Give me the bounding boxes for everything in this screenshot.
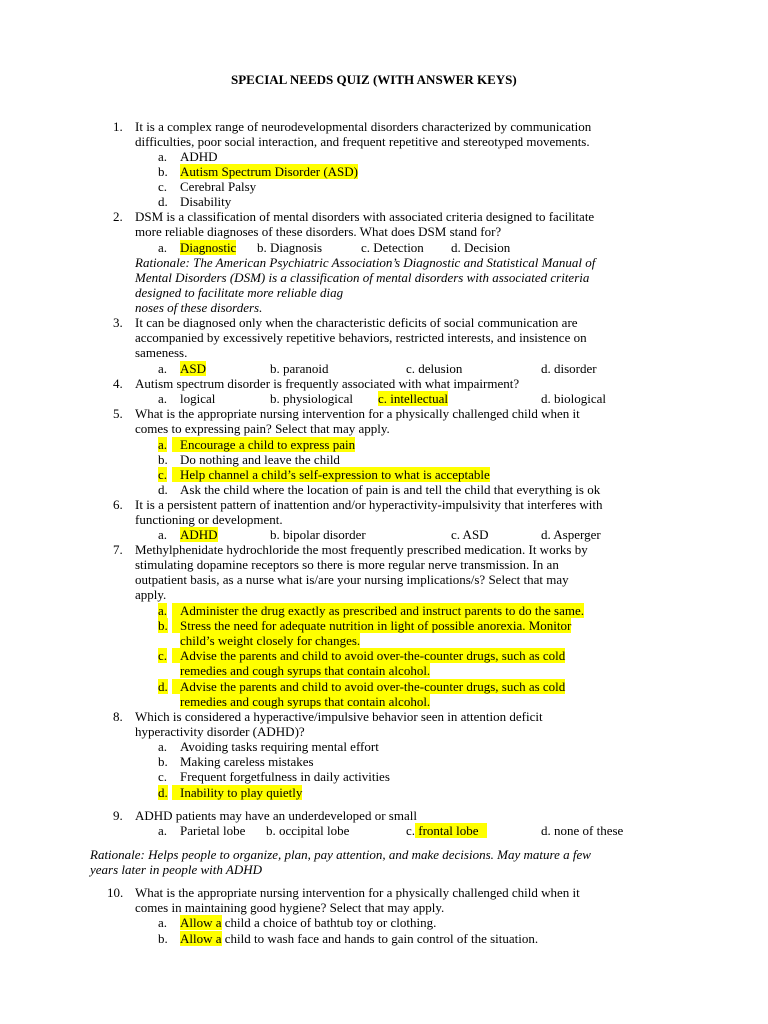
- question-text: outpatient basis, as a nurse what is/are your nursing implications/s? Select that may: [135, 572, 569, 587]
- option-letter: b.: [158, 931, 168, 946]
- question-number: 6.: [113, 497, 123, 512]
- option-letter: a.: [158, 527, 168, 542]
- option-text: Do nothing and leave the child: [180, 452, 340, 467]
- option-letter: a.: [158, 361, 168, 376]
- correct-answer: remedies and cough syrups that contain alcohol.: [180, 694, 431, 709]
- question-text: apply.: [135, 587, 167, 602]
- option-letter: c.: [158, 769, 168, 784]
- option-letter: d.: [158, 679, 168, 694]
- page-title: SPECIAL NEEDS QUIZ (WITH ANSWER KEYS): [231, 72, 517, 87]
- question-text: difficulties, poor social interaction, and frequent repetitive and stereotyped movements.: [135, 134, 590, 149]
- option-letter: a.: [158, 149, 168, 164]
- rationale: noses of these disorders.: [135, 300, 263, 315]
- question-text: accompanied by excessively repetitive behaviors, restricted interests, and insistence on: [135, 330, 587, 345]
- option-text: Avoiding tasks requiring mental effort: [180, 739, 379, 754]
- option-text: c. ASD: [451, 527, 489, 542]
- question-text: Autism spectrum disorder is frequently associated with what impairment?: [135, 376, 520, 391]
- option-letter: b.: [158, 754, 168, 769]
- option-text: d. biological: [541, 391, 606, 406]
- option-text: Parietal lobe: [180, 823, 246, 838]
- correct-answer: Help channel a child’s self-expression to what is acceptable: [172, 467, 490, 482]
- option-text: [180, 931, 538, 946]
- rationale: Rationale: Helps people to organize, plan, pay attention, and make decisions. May mature a few: [90, 847, 591, 862]
- option-letter: a.: [158, 603, 168, 618]
- question-text: comes to expressing pain? Select that may apply.: [135, 421, 390, 436]
- rationale: designed to facilitate more reliable diag: [135, 285, 344, 300]
- question-text: What is the appropriate nursing intervention for a physically challenged child when it: [135, 885, 580, 900]
- question-number: 2.: [113, 209, 123, 224]
- correct-answer: ASD: [180, 361, 207, 376]
- question-number: 3.: [113, 315, 123, 330]
- question-text: sameness.: [135, 345, 188, 360]
- question-number: 1.: [113, 119, 123, 134]
- correct-answer-highlight: Allow a: [180, 915, 222, 930]
- option-letter: a.: [158, 915, 168, 930]
- correct-answer: Advise the parents and child to avoid over-the-counter drugs, such as cold: [172, 648, 565, 663]
- option-text: Making careless mistakes: [180, 754, 314, 769]
- question-text: It is a persistent pattern of inattention and/or hyperactivity-impulsivity that interferes with: [135, 497, 603, 512]
- option-text: b. Diagnosis: [257, 240, 322, 255]
- question-text: functioning or development.: [135, 512, 283, 527]
- question-text: Which is considered a hyperactive/impulsive behavior seen in attention deficit: [135, 709, 543, 724]
- question-text: It is a complex range of neurodevelopmental disorders characterized by communication: [135, 119, 592, 134]
- option-text-rest: child a choice of bathtub toy or clothing.: [221, 915, 437, 930]
- rationale: Rationale: The American Psychiatric Association’s Diagnostic and Statistical Manual of: [135, 255, 596, 270]
- option-text: Disability: [180, 194, 232, 209]
- correct-answer: Advise the parents and child to avoid over-the-counter drugs, such as cold: [172, 679, 565, 694]
- option-text: d. Asperger: [541, 527, 601, 542]
- question-text: comes in maintaining good hygiene? Select that may apply.: [135, 900, 445, 915]
- option-text: ADHD: [180, 149, 218, 164]
- question-number: 9.: [113, 808, 123, 823]
- option-text: b. physiological: [270, 391, 354, 406]
- correct-answer: Encourage a child to express pain: [172, 437, 355, 452]
- rationale: Mental Disorders (DSM) is a classification of mental disorders with associated criteria: [135, 270, 590, 285]
- option-text: d. Decision: [451, 240, 511, 255]
- option-letter: c.: [158, 467, 168, 482]
- option-letter: c.: [406, 823, 416, 838]
- option-text: Cerebral Palsy: [180, 179, 257, 194]
- option-letter: a.: [158, 437, 168, 452]
- correct-answer: Administer the drug exactly as prescribed and instruct parents to do the same.: [172, 603, 584, 618]
- option-text: b. bipolar disorder: [270, 527, 366, 542]
- option-letter: d.: [158, 194, 168, 209]
- option-text: d. disorder: [541, 361, 597, 376]
- option-text: Ask the child where the location of pain is and tell the child that everything is ok: [180, 482, 601, 497]
- correct-answer: Autism Spectrum Disorder (ASD): [180, 164, 359, 179]
- option-text: c. delusion: [406, 361, 463, 376]
- option-letter: a.: [158, 739, 168, 754]
- question-number: 4.: [113, 376, 123, 391]
- question-text: more reliable diagnoses of these disorders. What does DSM stand for?: [135, 224, 502, 239]
- question-text: What is the appropriate nursing intervention for a physically challenged child when it: [135, 406, 580, 421]
- question-number: 5.: [113, 406, 123, 421]
- question-text: DSM is a classification of mental disorders with associated criteria designed to facilitate: [135, 209, 595, 224]
- question-text: It can be diagnosed only when the characteristic deficits of social communication are: [135, 315, 578, 330]
- option-letter: d.: [158, 785, 168, 800]
- correct-answer: frontal lobe: [415, 823, 487, 838]
- correct-answer: Inability to play quietly: [172, 785, 302, 800]
- option-letter: c.: [158, 648, 168, 663]
- correct-answer: c. intellectual: [378, 391, 449, 406]
- question-text: stimulating dopamine receptors so there is more regular nerve transmission. In an: [135, 557, 559, 572]
- question-number: 10.: [107, 885, 124, 900]
- option-text: d. none of these: [541, 823, 624, 838]
- question-text: Methylphenidate hydrochloride the most frequently prescribed medication. It works by: [135, 542, 588, 557]
- option-letter: b.: [158, 618, 168, 633]
- option-text: [180, 915, 436, 930]
- correct-answer: remedies and cough syrups that contain alcohol.: [180, 663, 431, 678]
- option-letter: b.: [158, 164, 168, 179]
- option-letter: b.: [158, 452, 168, 467]
- correct-answer-highlight: Allow a: [180, 931, 222, 946]
- question-text: ADHD patients may have an underdeveloped or small: [135, 808, 417, 823]
- option-letter: c.: [158, 179, 168, 194]
- correct-answer: child’s weight closely for changes.: [180, 633, 361, 648]
- option-text: logical: [180, 391, 216, 406]
- correct-answer: ADHD: [180, 527, 218, 542]
- option-letter: d.: [158, 482, 168, 497]
- rationale: years later in people with ADHD: [90, 862, 262, 877]
- option-text: b. occipital lobe: [266, 823, 350, 838]
- correct-answer: Stress the need for adequate nutrition in light of possible anorexia. Monitor: [172, 618, 571, 633]
- correct-answer: Diagnostic: [180, 240, 237, 255]
- option-letter: a.: [158, 240, 168, 255]
- option-text: c. Detection: [361, 240, 424, 255]
- question-number: 7.: [113, 542, 123, 557]
- option-letter: a.: [158, 823, 168, 838]
- question-number: 8.: [113, 709, 123, 724]
- question-text: hyperactivity disorder (ADHD)?: [135, 724, 305, 739]
- option-letter: a.: [158, 391, 168, 406]
- option-text-rest: child to wash face and hands to gain control of the situation.: [221, 931, 539, 946]
- option-text: Frequent forgetfulness in daily activities: [180, 769, 390, 784]
- option-text: b. paranoid: [270, 361, 329, 376]
